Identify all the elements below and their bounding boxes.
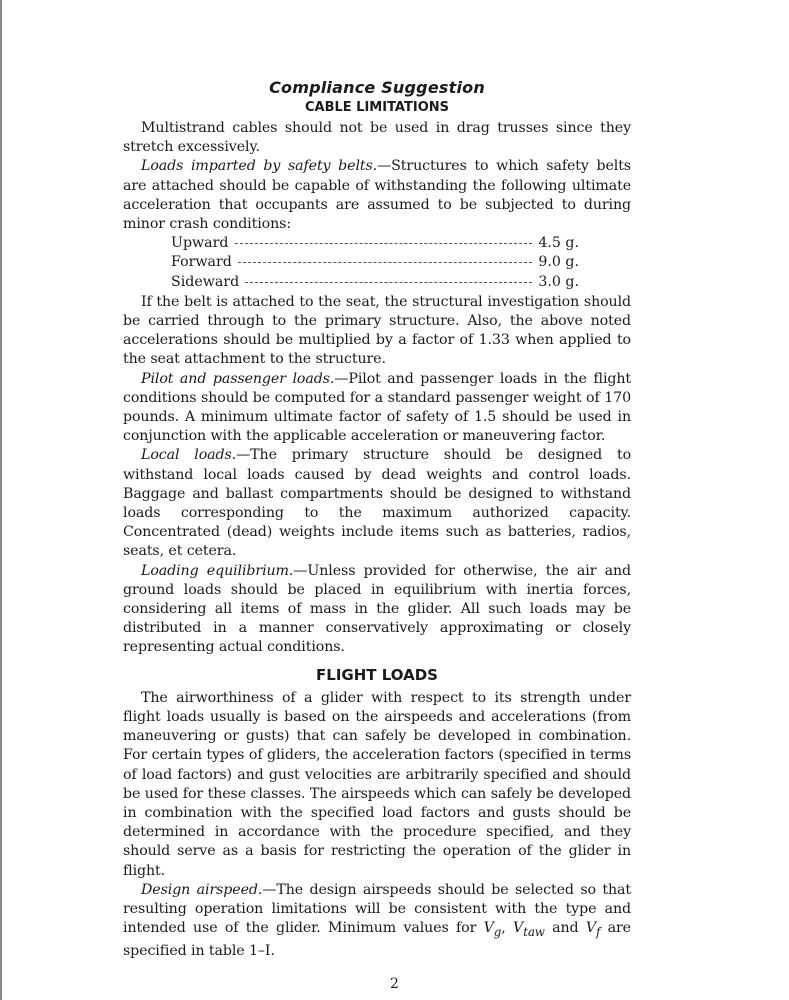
acceleration-value: 3.0 g. <box>538 273 579 290</box>
speed-symbol: V <box>483 920 494 937</box>
design-airspeed-paragraph <box>123 881 631 962</box>
speed-symbol: V <box>585 920 597 937</box>
acceleration-label: Forward <box>171 254 232 271</box>
cable-limitations-heading: CABLE LIMITATIONS <box>304 100 449 115</box>
acceleration-row <box>171 273 579 292</box>
acceleration-value: 4.5 g. <box>538 235 579 252</box>
speed-subscript: f <box>596 924 601 939</box>
flight-loads-paragraph: The airworthiness of a glider with respect to its strength under flight loads usually is based on the airspeeds and accelerations (from maneuvering or gusts) that can safely be developed in combination. For certain types of gliders, the acceleration factors (specified in terms of load factors) and gust velocities are arbitrarily specified and should be used for these classes. The airspeeds which can safely be developed in combination with the specified load factors and gusts should be determined in accordance with the procedure specified, and they should serve as a basis for restricting the operation of the glider in flight. <box>123 689 631 879</box>
acceleration-value: 9.0 g. <box>538 254 579 271</box>
speed-subscript: g <box>493 924 502 939</box>
separator-text: , <box>501 920 514 937</box>
design-airspeed-text: —The design airspeeds should be selected so that resulting operation limitations will be consistent with the type and intended use of the glider. Minimum values for <box>123 881 632 937</box>
design-airspeed-tail: are specified in table 1–I. <box>123 920 631 960</box>
local-loads-lead: Local loads. <box>141 447 237 464</box>
acceleration-table <box>171 234 579 292</box>
acceleration-row <box>171 234 579 253</box>
speed-subscript: taw <box>523 924 545 939</box>
local-loads-text: —The primary structure should be designed to withstand local loads caused by dead weights and control loads. Baggage and ballast compartments should be designed to withstand loads corresponding to the maximum authorized capacity. Concentrated (dead) weights include items such as batteries, radios, seats, et cetera. <box>123 447 632 560</box>
pilot-loads-lead: Pilot and passenger loads. <box>141 370 335 387</box>
supplement-heading: Compliance Suggestion <box>269 78 485 97</box>
loading-equilibrium-lead: Loading equilibrium. <box>141 562 294 579</box>
acceleration-label: Sideward <box>171 273 240 290</box>
document-page <box>123 78 631 961</box>
leader-dots <box>245 282 532 283</box>
cable-paragraph: Multistrand cables should not be used in drag trusses since they stretch excessively. <box>123 120 631 156</box>
page-number: 2 <box>390 976 399 992</box>
flight-loads-heading: FLIGHT LOADS <box>316 665 438 684</box>
separator-text: and <box>544 920 586 937</box>
safety-belts-paragraph <box>123 157 631 234</box>
leader-dots <box>235 243 533 244</box>
leader-dots <box>238 262 532 263</box>
pilot-loads-text: —Pilot and passenger loads in the flight conditions should be computed for a standard passenger weight of 170 pounds. A minimum ultimate factor of safety of 1.5 should be used in conjunction with the applicable acceleration or maneuvering factor. <box>123 370 632 445</box>
design-airspeed-lead: Design airspeed. <box>141 881 263 898</box>
safety-belts-lead: Loads imparted by safety belts. <box>141 158 378 175</box>
acceleration-label: Upward <box>171 235 229 252</box>
loading-equilibrium-paragraph <box>123 562 631 658</box>
loading-equilibrium-text: —Unless provided for otherwise, the air and ground loads should be placed in equilibrium with inertia forces, considering all items of mass in the glider. All such loads may be distributed in a manner conservatively approximating or closely representing actual conditions. <box>123 562 632 656</box>
pilot-loads-paragraph <box>123 370 631 447</box>
safety-belts-text: —Structures to which safety belts are attached should be capable of withstanding the following ultimate acceleration that occupants are assumed to be subjected to during minor crash conditions: <box>123 158 631 233</box>
page-edge-rule <box>0 0 2 1000</box>
local-loads-paragraph <box>123 446 631 561</box>
speed-symbol: V <box>513 920 524 937</box>
belt-seat-paragraph: If the belt is attached to the seat, the structural investigation should be carried through to the primary structure. Also, the above noted accelerations should be multiplied by a factor of 1.33 when applied to the seat attachment to the structure. <box>123 293 631 368</box>
acceleration-row <box>171 253 579 272</box>
